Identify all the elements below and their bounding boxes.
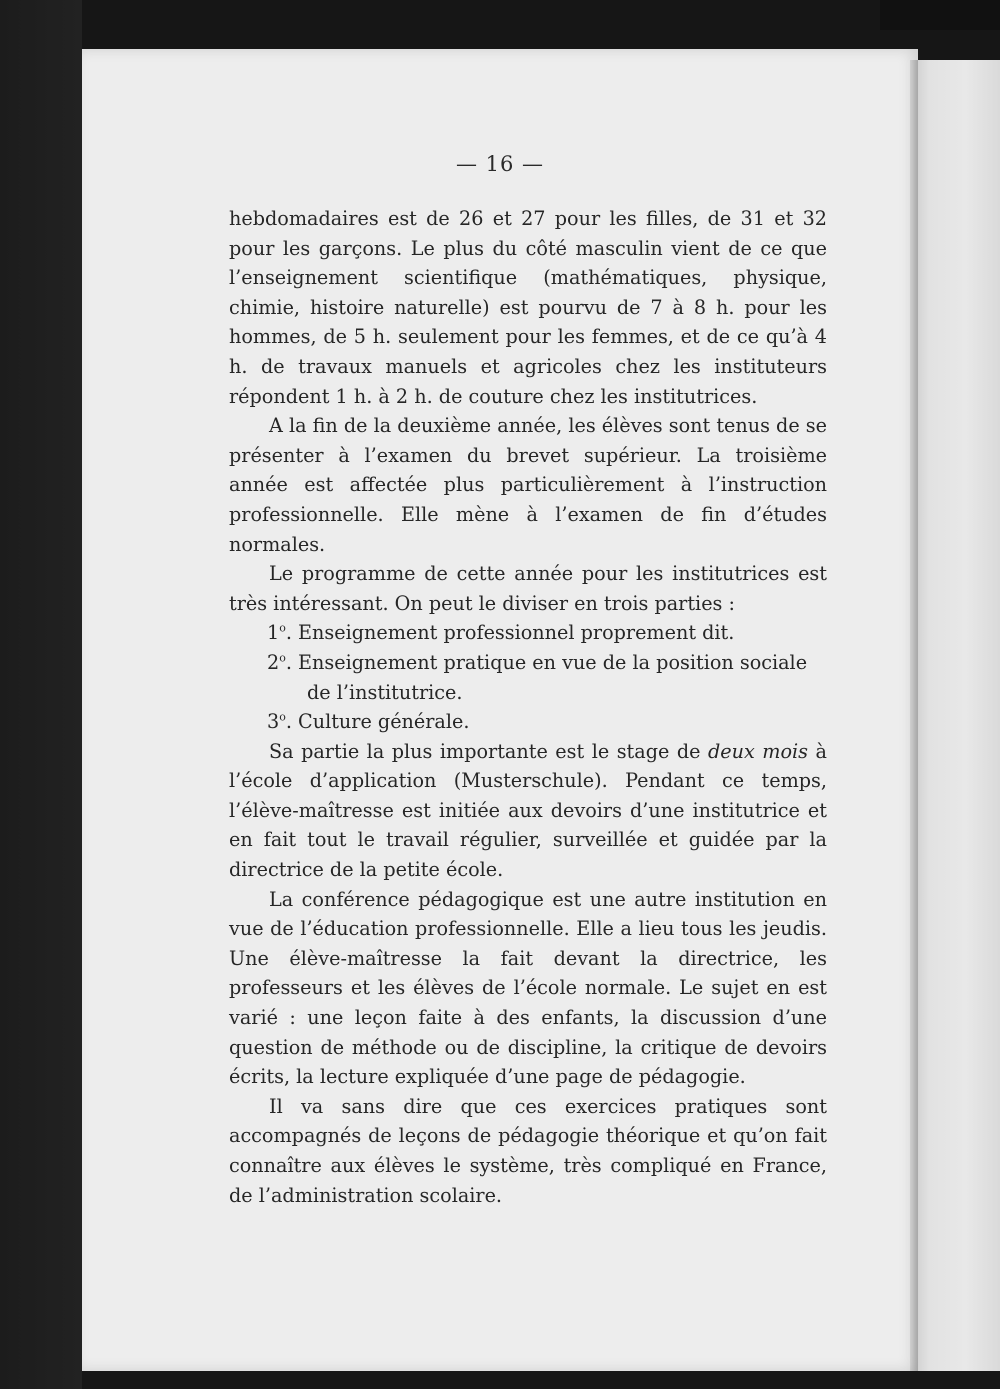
list-item-2-text: . Enseignement pratique en vue de la position sociale de l’institutrice. — [285, 650, 808, 704]
page-gutter-shadow — [910, 60, 918, 1371]
list-item-1-number: 1 — [267, 621, 280, 645]
list-item-1-ordinal: o — [279, 621, 286, 635]
body-text — [229, 204, 827, 1210]
list-item-3-ordinal: o — [279, 710, 286, 724]
paragraph-3: Le programme de cette année pour les institutrices est très intéressant. On peut le diviser en trois parties : — [229, 562, 827, 615]
list-item-1 — [229, 618, 827, 648]
list-item-2-number: 2 — [267, 650, 280, 674]
paragraph-2: A la fin de la deuxième année, les élèves sont tenus de se présenter à l’examen du brevet supérieur. La troisième année est affectée plus particulièrement à l’instruction professionnelle. Elle mène à l’examen de fin d’études normales. — [229, 414, 827, 556]
scan-left-margin — [0, 0, 82, 1389]
list-item-3-number: 3 — [267, 710, 280, 734]
list-item-2-ordinal: o — [279, 651, 286, 665]
list-item-1-text: . Enseignement professionnel proprement dit. — [285, 621, 735, 645]
paragraph-4 — [229, 737, 827, 885]
list-item-2 — [229, 648, 827, 707]
page-number: — 16 — — [455, 152, 545, 176]
paragraph-4-emphasis: deux mois — [707, 739, 809, 763]
paragraph-4-start: Sa partie la plus importante est le stage de — [269, 739, 708, 763]
scan-top-right-shadow — [880, 0, 1000, 30]
list-item-3-text: . Culture générale. — [285, 710, 470, 734]
paragraph-1: hebdomadaires est de 26 et 27 pour les filles, de 31 et 32 pour les garçons. Le plus du côté masculin vient de ce que l’enseignement scientifique (mathématiques, physique, chimie, histoire naturelle) est pourvu de 7 à 8 h. pour les hommes, de 5 h. seulement pour les femmes, et de ce qu’à 4 h. de travaux manuels et agricoles chez les instituteurs répondent 1 h. à 2 h. de couture chez les institutrices. — [229, 207, 827, 408]
paragraph-6: Il va sans dire que ces exercices pratiques sont accompagnés de leçons de pédagogie théorique et qu’on fait connaître aux élèves le système, très compliqué en France, de l’administration scolaire. — [229, 1094, 827, 1207]
paragraph-5: La conférence pédagogique est une autre institution en vue de l’éducation professionnelle. Elle a lieu tous les jeudis. Une élève-maîtresse la fait devant la directrice, les professeurs et les élèves de l’école normale. Le sujet en est varié : une leçon faite à des enfants, la discussion d’une question de méthode ou de discipline, la critique de devoirs écrits, la lecture expliquée d’une page de pédagogie. — [229, 887, 827, 1089]
facing-page-edge — [914, 60, 1000, 1371]
list-item-3 — [229, 707, 827, 737]
paragraph-4-end: à l’école d’application (Musterschule). Pendant ce temps, l’élève-maîtresse est initiée aux devoirs d’une institutrice et en fait tout le travail régulier, surveillée et guidée par la directrice de la petite école. — [229, 739, 827, 882]
